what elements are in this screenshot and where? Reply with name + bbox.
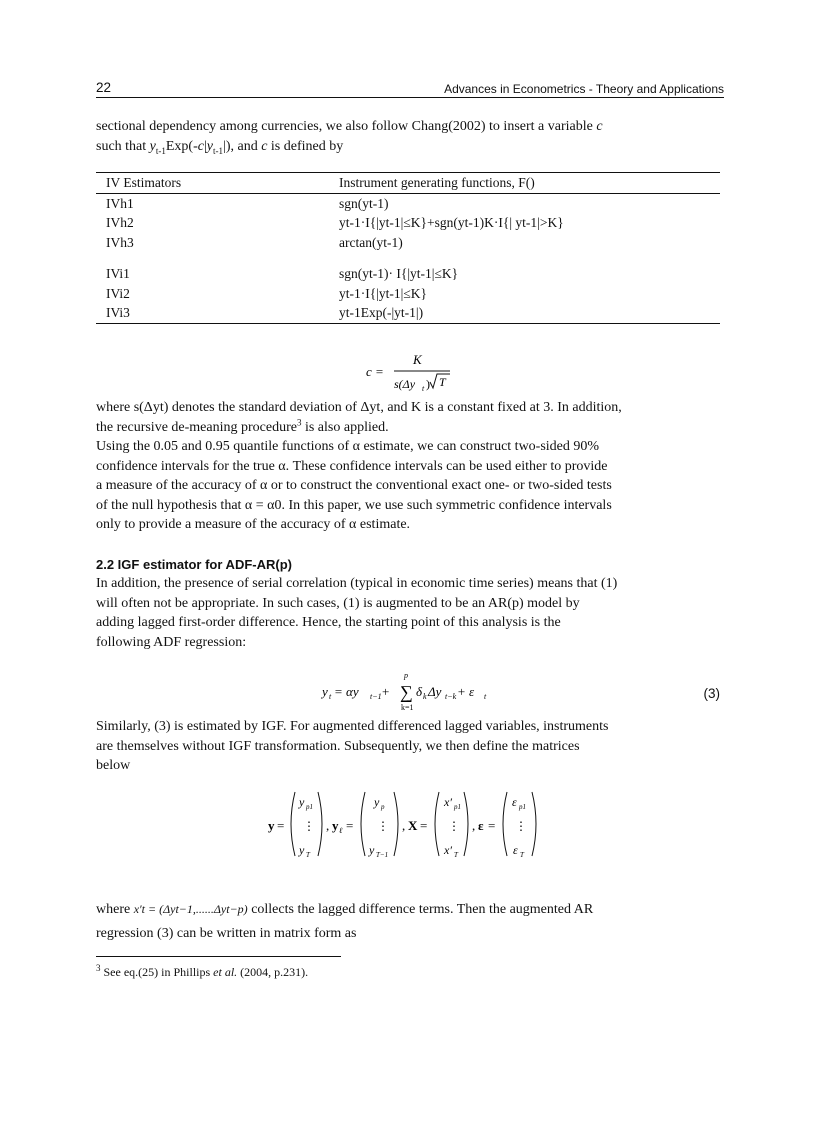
svg-text:t−1: t−1 [370, 692, 382, 701]
footnote-ref: 3 [296, 416, 302, 427]
section-heading: 2.2 IGF estimator for ADF-AR(p) [96, 557, 292, 572]
final-paragraph: where x′t = (Δyt−1,......Δyt−p) collects the lagged difference terms. Then the augmented AR regression (3) can be written in matrix form as [96, 902, 594, 941]
lag-vector-expression: x′t = (Δyt−1,......Δyt−p) [133, 902, 248, 916]
matrix-y-label: y [268, 818, 275, 833]
svg-text:ℓ: ℓ [339, 826, 343, 835]
svg-text:+: + [382, 684, 390, 699]
where-paragraph: where s(Δyt) denotes the standard deviation of Δyt, and K is a constant fixed at 3. In addition, the recursive de-meaning procedure$^3$ is also applied. Using the 0.05 and 0.95 quantile functions of α estimate, we can construct two-sided 90% confidence intervals for the true α. These confidence intervals can be used either to provide a measure of the accuracy of α or to construct the conventional exact one- or two-sided tests of the null hypothesis that α = α0. In this paper, we use such symmetric confidence intervals only to provide a measure of the accuracy of α estimate. [96, 400, 622, 532]
header-iv-estimators: IV Estimators [106, 175, 182, 190]
svg-text:x′: x′ [444, 843, 452, 857]
svg-text:= αy: = αy [334, 684, 359, 699]
svg-text:p: p [404, 671, 408, 680]
svg-text:t: t [484, 692, 487, 701]
svg-text:+ ε: + ε [457, 684, 475, 699]
svg-text:T−1: T−1 [376, 851, 389, 859]
footnote-rule [96, 956, 341, 957]
footnote: $^3$ See eq.(25) in Phillips et al. (2004, p.231). [96, 963, 309, 979]
table-row: IVi2 yt-1·I{|yt-1|≤K} [106, 285, 428, 301]
table-row: IVi1 sgn(yt-1)· I{|yt-1|≤K} [106, 266, 459, 281]
table-spacer [96, 252, 720, 264]
table-header-row [96, 173, 720, 194]
svg-text:p1: p1 [454, 803, 461, 811]
svg-text:y: y [299, 795, 305, 809]
svg-text:⋮: ⋮ [515, 819, 527, 833]
svg-text:t−k: t−k [445, 692, 457, 701]
svg-text:,: , [402, 818, 406, 833]
section-paragraph: In addition, the presence of serial correlation (typical in economic time series) means that (1) will often not be appropriate. In such cases, (1) is augmented to be an AR(p) model by adding lagged first-order difference. Hence, the starting point of this analysis is the following ADF regression: [96, 576, 618, 650]
svg-text:⋮: ⋮ [448, 819, 460, 833]
svg-text:y: y [374, 795, 380, 809]
table-row: IVh2 yt-1·I{|yt-1|≤K}+sgn(yt-1)K·I{| yt-1|>K} [106, 215, 564, 230]
eq-c-numerator: K [413, 352, 422, 367]
similarly-paragraph: Similarly, (3) is estimated by IGF. For augmented differenced lagged variables, instruments are themselves without IGF transformation. Subsequently, we then define the matrices below [96, 719, 609, 773]
matrix-x-label: X [408, 818, 418, 833]
matrix-definitions [266, 786, 556, 866]
svg-text:p1: p1 [519, 803, 526, 811]
svg-text:,: , [472, 818, 476, 833]
svg-text:=: = [420, 818, 428, 833]
svg-text:=: = [346, 818, 354, 833]
running-header [96, 80, 724, 98]
svg-text:δ: δ [416, 684, 423, 699]
page-number: 22 [96, 80, 112, 95]
iv-estimators-table [96, 172, 720, 324]
equation-c [356, 348, 476, 396]
eq-c-den-sub: t [422, 384, 425, 393]
svg-text:T: T [454, 851, 458, 859]
table-row: IVh3 arctan(yt-1) [106, 234, 403, 250]
svg-text:=: = [277, 818, 285, 833]
table-row: IVh1 sgn(yt-1) [106, 195, 389, 211]
svg-text:⋮: ⋮ [377, 819, 389, 833]
sum-sign: ∑ [400, 682, 413, 702]
svg-text:ε: ε [513, 843, 518, 857]
svg-text:ε: ε [512, 795, 517, 809]
svg-text:y: y [369, 843, 375, 857]
svg-text:T: T [520, 851, 524, 859]
svg-text:y: y [322, 684, 328, 699]
svg-text:T: T [306, 851, 310, 859]
eq-c-root: T [439, 375, 446, 389]
equation-number: (3) [703, 686, 720, 701]
table-row: IVi3 yt-1Exp(-|yt-1|) [106, 305, 424, 320]
running-title: Advances in Econometrics - Theory and Applications [444, 82, 724, 96]
svg-text:⋮: ⋮ [303, 819, 315, 833]
header-instrument-functions: Instrument generating functions, F() [339, 175, 535, 190]
intro-line-2: such that $y_{t-1}Exp(-c|y_{t-1}|)$, and c is defined by [96, 138, 344, 156]
eq-c-den-tail: ) [426, 377, 430, 391]
intro-paragraph [96, 117, 720, 156]
equation-3 [318, 668, 508, 712]
svg-text:=: = [488, 818, 496, 833]
svg-text:k: k [423, 692, 427, 701]
table-bottom-rule [96, 323, 720, 324]
svg-text:p: p [381, 803, 385, 811]
svg-text:y: y [299, 843, 305, 857]
svg-text:,: , [326, 818, 330, 833]
svg-text:x′: x′ [444, 795, 452, 809]
svg-text:Δy: Δy [428, 684, 442, 699]
eq-c-lhs: c = [366, 364, 384, 379]
matrix-e-label: ε [478, 818, 484, 833]
matrix-yl-label: y [332, 818, 339, 833]
svg-text:k=1: k=1 [401, 703, 414, 712]
eq-c-denominator: s(Δy [394, 377, 416, 391]
svg-text:p1: p1 [306, 803, 313, 811]
svg-text:t: t [329, 692, 332, 701]
intro-line-1: sectional dependency among currencies, we also follow Chang(2002) to insert a variable c [96, 119, 603, 134]
